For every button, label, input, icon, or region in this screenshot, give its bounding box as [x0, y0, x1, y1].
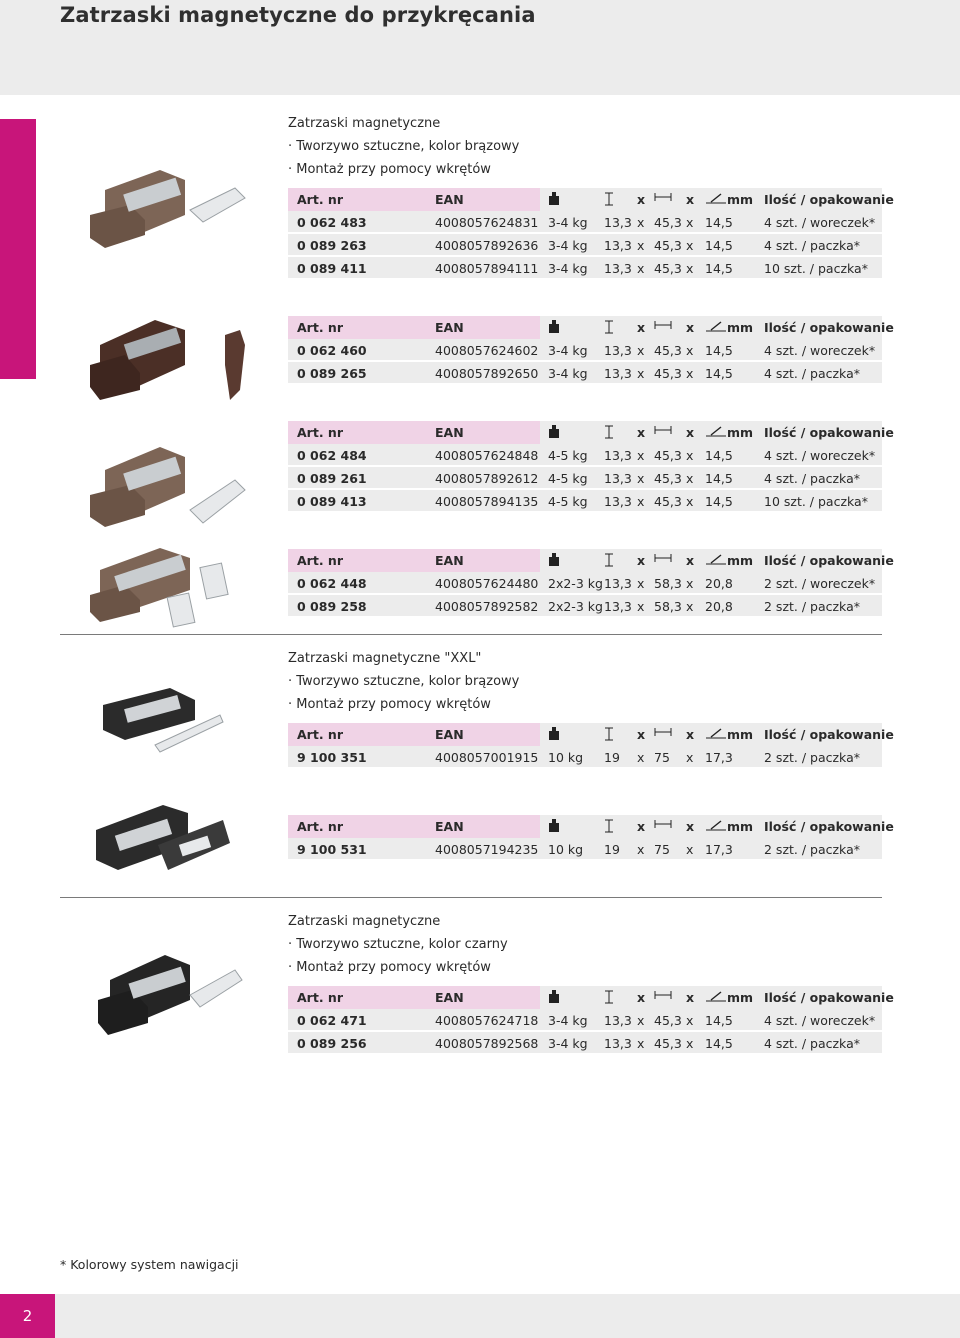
- art-number: 0 089 263: [297, 238, 367, 253]
- table-header: [288, 421, 894, 444]
- times-sign: x: [637, 215, 645, 230]
- header-art: Art. nr: [297, 425, 343, 440]
- depth-value: 14,5: [705, 215, 733, 230]
- times-sign: x: [637, 842, 645, 857]
- height-value: 13,3: [604, 471, 632, 486]
- header-art: Art. nr: [297, 192, 343, 207]
- weight-value: 2x2-3 kg: [548, 599, 603, 614]
- times-sign: x: [686, 750, 694, 765]
- height-value: 13,3: [604, 1013, 632, 1028]
- section-title: Zatrzaski magnetyczne "XXL": [288, 651, 482, 666]
- quantity-value: 2 szt. / paczka*: [764, 750, 860, 765]
- header-mm: mm: [727, 819, 754, 834]
- art-number: 0 062 460: [297, 343, 367, 358]
- header-mm: mm: [727, 192, 754, 207]
- height-value: 13,3: [604, 366, 632, 381]
- weight-value: 3-4 kg: [548, 1036, 588, 1051]
- quantity-value: 4 szt. / woreczek*: [764, 1013, 876, 1028]
- height-value: 13,3: [604, 238, 632, 253]
- times-sign: x: [637, 750, 645, 765]
- ean-code: 4008057892636: [435, 238, 539, 253]
- section-title: Zatrzaski magnetyczne: [288, 914, 441, 929]
- length-icon: [654, 192, 672, 202]
- header-qty: Ilość / opakowanie: [764, 192, 894, 207]
- table-header: [288, 188, 894, 211]
- length-value: 45,3: [654, 238, 682, 253]
- depth-icon: [705, 727, 727, 739]
- length-icon: [654, 553, 672, 563]
- times-sign: x: [686, 343, 694, 358]
- header-qty: Ilość / opakowanie: [764, 819, 894, 834]
- art-number: 0 089 411: [297, 261, 367, 276]
- table-row: [288, 211, 882, 234]
- length-value: 45,3: [654, 448, 682, 463]
- quantity-value: 4 szt. / woreczek*: [764, 215, 876, 230]
- header-mm: mm: [727, 553, 754, 568]
- ean-code: 4008057892568: [435, 1036, 539, 1051]
- weight-value: 2x2-3 kg: [548, 576, 603, 591]
- feature-line: · Montaż przy pomocy wkrętów: [288, 162, 491, 177]
- header-x: x: [686, 320, 695, 335]
- table-header: [288, 549, 894, 572]
- magnetic-catch-black-image: [90, 935, 250, 1045]
- section-title: Zatrzaski magnetyczne: [288, 116, 441, 131]
- table-row: [288, 1009, 882, 1032]
- header-x: x: [686, 192, 695, 207]
- height-value: 13,3: [604, 448, 632, 463]
- header-qty: Ilość / opakowanie: [764, 727, 894, 742]
- header-qty: Ilość / opakowanie: [764, 553, 894, 568]
- ean-code: 4008057892582: [435, 599, 539, 614]
- section-divider: [60, 897, 882, 898]
- header-x: x: [686, 990, 695, 1005]
- height-icon: [604, 819, 614, 833]
- header-x: x: [686, 727, 695, 742]
- weight-value: 3-4 kg: [548, 215, 588, 230]
- spec-table: [288, 316, 894, 385]
- table-row: [288, 362, 882, 385]
- page-number: 2: [0, 1294, 55, 1338]
- header-qty: Ilość / opakowanie: [764, 990, 894, 1005]
- length-value: 45,3: [654, 343, 682, 358]
- table-header: [288, 723, 894, 746]
- art-number: 0 062 471: [297, 1013, 367, 1028]
- length-icon: [654, 320, 672, 330]
- weight-icon: [548, 990, 560, 1003]
- depth-value: 14,5: [705, 471, 733, 486]
- header-x: x: [686, 553, 695, 568]
- times-sign: x: [637, 494, 645, 509]
- depth-icon: [705, 819, 727, 831]
- table-header: [288, 986, 894, 1009]
- ean-code: 4008057892612: [435, 471, 539, 486]
- length-value: 75: [654, 750, 670, 765]
- header-x: x: [637, 192, 646, 207]
- magnetic-catch-brown-image: [85, 160, 255, 255]
- depth-icon: [705, 990, 727, 1002]
- header-ean: EAN: [435, 727, 464, 742]
- weight-value: 3-4 kg: [548, 238, 588, 253]
- header-mm: mm: [727, 990, 754, 1005]
- weight-icon: [548, 425, 560, 438]
- height-icon: [604, 553, 614, 567]
- ean-code: 4008057001915: [435, 750, 539, 765]
- length-value: 45,3: [654, 471, 682, 486]
- table-header: [288, 815, 894, 838]
- times-sign: x: [686, 448, 694, 463]
- weight-icon: [548, 727, 560, 740]
- quantity-value: 4 szt. / paczka*: [764, 471, 860, 486]
- quantity-value: 2 szt. / woreczek*: [764, 576, 876, 591]
- art-number: 9 100 351: [297, 750, 367, 765]
- weight-icon: [548, 192, 560, 205]
- header-ean: EAN: [435, 553, 464, 568]
- depth-value: 17,3: [705, 842, 733, 857]
- table-row: [288, 257, 882, 280]
- times-sign: x: [637, 1013, 645, 1028]
- ean-code: 4008057624831: [435, 215, 539, 230]
- header-art: Art. nr: [297, 553, 343, 568]
- weight-value: 3-4 kg: [548, 343, 588, 358]
- times-sign: x: [637, 576, 645, 591]
- height-value: 13,3: [604, 599, 632, 614]
- height-icon: [604, 990, 614, 1004]
- header-x: x: [686, 425, 695, 440]
- weight-value: 4-5 kg: [548, 448, 588, 463]
- table-header: [288, 316, 894, 339]
- height-value: 13,3: [604, 215, 632, 230]
- art-number: 9 100 531: [297, 842, 367, 857]
- depth-icon: [705, 320, 727, 332]
- height-icon: [604, 425, 614, 439]
- quantity-value: 10 szt. / paczka*: [764, 261, 868, 276]
- times-sign: x: [686, 842, 694, 857]
- depth-value: 14,5: [705, 494, 733, 509]
- double-magnetic-catch-image: [85, 540, 255, 635]
- table-row: [288, 1032, 882, 1055]
- length-value: 45,3: [654, 366, 682, 381]
- header-ean: EAN: [435, 990, 464, 1005]
- header-x: x: [686, 819, 695, 834]
- length-value: 45,3: [654, 215, 682, 230]
- xxl-catch-image: [95, 680, 245, 770]
- length-value: 45,3: [654, 1013, 682, 1028]
- length-icon: [654, 990, 672, 1000]
- depth-value: 14,5: [705, 238, 733, 253]
- height-value: 19: [604, 842, 620, 857]
- feature-line: · Tworzywo sztuczne, kolor brązowy: [288, 139, 520, 154]
- depth-value: 20,8: [705, 576, 733, 591]
- table-row: [288, 339, 882, 362]
- ean-code: 4008057894135: [435, 494, 539, 509]
- weight-value: 3-4 kg: [548, 1013, 588, 1028]
- spec-table: [288, 549, 894, 618]
- table-row: [288, 444, 882, 467]
- ean-code: 4008057194235: [435, 842, 539, 857]
- table-row: [288, 467, 882, 490]
- ean-code: 4008057894111: [435, 261, 539, 276]
- depth-value: 20,8: [705, 599, 733, 614]
- header-x: x: [637, 727, 646, 742]
- table-row: [288, 595, 882, 618]
- depth-icon: [705, 425, 727, 437]
- depth-icon: [705, 192, 727, 204]
- magnetic-catch-dark-brown-image: [85, 305, 255, 410]
- times-sign: x: [637, 1036, 645, 1051]
- header-x: x: [637, 553, 646, 568]
- quantity-value: 4 szt. / paczka*: [764, 366, 860, 381]
- times-sign: x: [637, 599, 645, 614]
- header-ean: EAN: [435, 819, 464, 834]
- height-value: 13,3: [604, 343, 632, 358]
- times-sign: x: [686, 366, 694, 381]
- times-sign: x: [686, 238, 694, 253]
- times-sign: x: [637, 261, 645, 276]
- ean-code: 4008057624480: [435, 576, 539, 591]
- feature-line: · Montaż przy pomocy wkrętów: [288, 960, 491, 975]
- depth-value: 14,5: [705, 1036, 733, 1051]
- times-sign: x: [637, 448, 645, 463]
- magnetic-catch-brown-image: [85, 435, 255, 540]
- depth-value: 14,5: [705, 448, 733, 463]
- footer-band: [0, 1294, 960, 1338]
- table-row: [288, 572, 882, 595]
- length-value: 45,3: [654, 1036, 682, 1051]
- header-mm: mm: [727, 727, 754, 742]
- xxl-catch-image: [88, 795, 238, 890]
- table-row: [288, 490, 882, 513]
- spec-table: [288, 421, 894, 513]
- spec-table: [288, 815, 894, 861]
- feature-line: · Montaż przy pomocy wkrętów: [288, 697, 491, 712]
- weight-icon: [548, 320, 560, 333]
- header-art: Art. nr: [297, 990, 343, 1005]
- height-value: 13,3: [604, 1036, 632, 1051]
- times-sign: x: [637, 471, 645, 486]
- length-value: 58,3: [654, 599, 682, 614]
- depth-value: 14,5: [705, 261, 733, 276]
- art-number: 0 062 484: [297, 448, 367, 463]
- quantity-value: 4 szt. / paczka*: [764, 1036, 860, 1051]
- weight-value: 4-5 kg: [548, 471, 588, 486]
- ean-code: 4008057624718: [435, 1013, 539, 1028]
- height-icon: [604, 320, 614, 334]
- ean-code: 4008057892650: [435, 366, 539, 381]
- times-sign: x: [686, 471, 694, 486]
- art-number: 0 062 483: [297, 215, 367, 230]
- header-ean: EAN: [435, 425, 464, 440]
- times-sign: x: [637, 366, 645, 381]
- footnote: * Kolorowy system nawigacji: [60, 1257, 239, 1272]
- depth-value: 14,5: [705, 1013, 733, 1028]
- times-sign: x: [686, 215, 694, 230]
- weight-icon: [548, 553, 560, 566]
- header-qty: Ilość / opakowanie: [764, 320, 894, 335]
- times-sign: x: [686, 576, 694, 591]
- header-art: Art. nr: [297, 819, 343, 834]
- length-value: 45,3: [654, 261, 682, 276]
- header-art: Art. nr: [297, 727, 343, 742]
- times-sign: x: [686, 494, 694, 509]
- height-value: 13,3: [604, 261, 632, 276]
- height-icon: [604, 727, 614, 741]
- weight-value: 3-4 kg: [548, 366, 588, 381]
- art-number: 0 089 261: [297, 471, 367, 486]
- art-number: 0 089 413: [297, 494, 367, 509]
- header-ean: EAN: [435, 192, 464, 207]
- depth-icon: [705, 553, 727, 565]
- header-x: x: [637, 819, 646, 834]
- header-x: x: [637, 990, 646, 1005]
- length-icon: [654, 727, 672, 737]
- header-mm: mm: [727, 320, 754, 335]
- feature-line: · Tworzywo sztuczne, kolor brązowy: [288, 674, 520, 689]
- header-ean: EAN: [435, 320, 464, 335]
- art-number: 0 062 448: [297, 576, 367, 591]
- header-art: Art. nr: [297, 320, 343, 335]
- height-icon: [604, 192, 614, 206]
- height-value: 19: [604, 750, 620, 765]
- length-icon: [654, 819, 672, 829]
- times-sign: x: [686, 261, 694, 276]
- length-value: 58,3: [654, 576, 682, 591]
- page-title: Zatrzaski magnetyczne do przykręcania: [60, 3, 536, 27]
- table-row: [288, 234, 882, 257]
- weight-icon: [548, 819, 560, 832]
- header-qty: Ilość / opakowanie: [764, 425, 894, 440]
- ean-code: 4008057624602: [435, 343, 539, 358]
- header-x: x: [637, 320, 646, 335]
- weight-value: 4-5 kg: [548, 494, 588, 509]
- spec-table: [288, 188, 894, 280]
- times-sign: x: [637, 343, 645, 358]
- weight-value: 3-4 kg: [548, 261, 588, 276]
- spec-table: [288, 986, 894, 1055]
- height-value: 13,3: [604, 494, 632, 509]
- feature-line: · Tworzywo sztuczne, kolor czarny: [288, 937, 508, 952]
- header-x: x: [637, 425, 646, 440]
- table-row: [288, 746, 882, 769]
- table-row: [288, 838, 882, 861]
- navigation-color-tab: [0, 119, 36, 379]
- spec-table: [288, 723, 894, 769]
- depth-value: 14,5: [705, 343, 733, 358]
- times-sign: x: [686, 1013, 694, 1028]
- times-sign: x: [686, 599, 694, 614]
- quantity-value: 2 szt. / paczka*: [764, 599, 860, 614]
- times-sign: x: [686, 1036, 694, 1051]
- length-icon: [654, 425, 672, 435]
- art-number: 0 089 258: [297, 599, 367, 614]
- quantity-value: 4 szt. / paczka*: [764, 238, 860, 253]
- length-value: 45,3: [654, 494, 682, 509]
- quantity-value: 4 szt. / woreczek*: [764, 448, 876, 463]
- art-number: 0 089 256: [297, 1036, 367, 1051]
- depth-value: 14,5: [705, 366, 733, 381]
- quantity-value: 2 szt. / paczka*: [764, 842, 860, 857]
- weight-value: 10 kg: [548, 842, 584, 857]
- ean-code: 4008057624848: [435, 448, 539, 463]
- header-mm: mm: [727, 425, 754, 440]
- length-value: 75: [654, 842, 670, 857]
- art-number: 0 089 265: [297, 366, 367, 381]
- quantity-value: 10 szt. / paczka*: [764, 494, 868, 509]
- weight-value: 10 kg: [548, 750, 584, 765]
- quantity-value: 4 szt. / woreczek*: [764, 343, 876, 358]
- depth-value: 17,3: [705, 750, 733, 765]
- times-sign: x: [637, 238, 645, 253]
- height-value: 13,3: [604, 576, 632, 591]
